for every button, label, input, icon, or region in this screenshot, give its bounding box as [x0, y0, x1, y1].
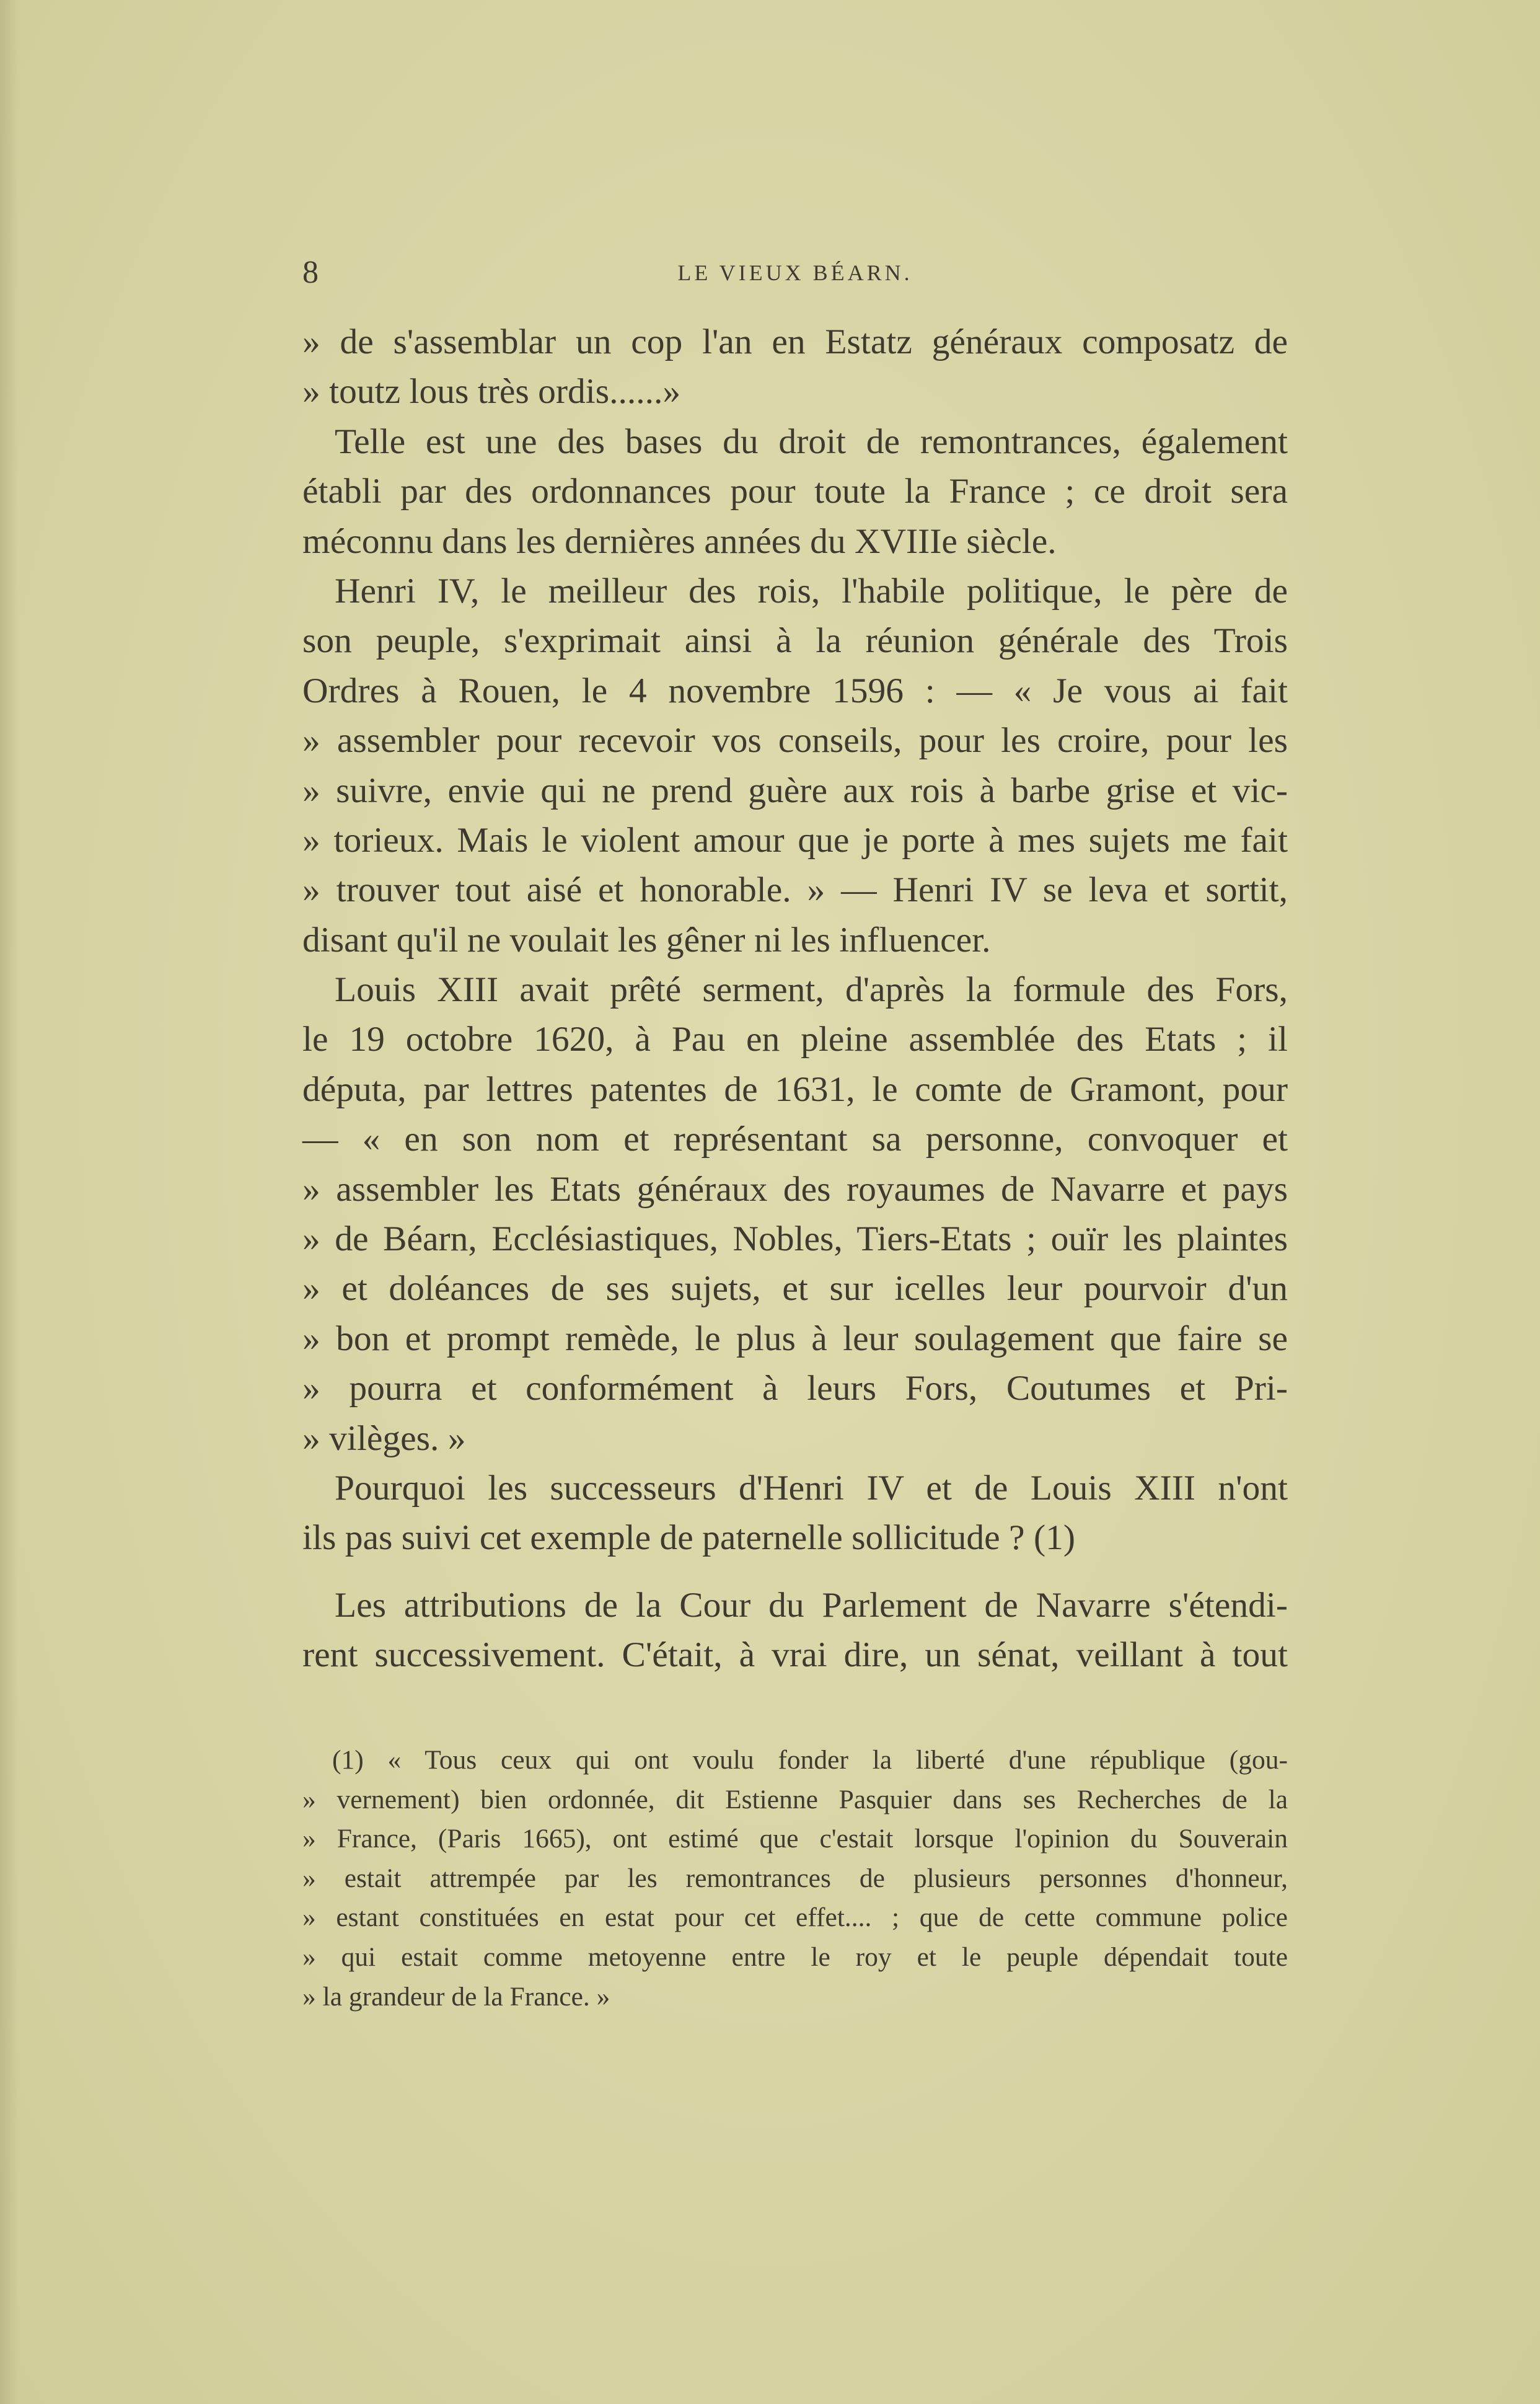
text-line: » pourra et conformément à leurs Fors, Coutumes et Pri-: [302, 1369, 1288, 1408]
text-line: Les attributions de la Cour du Parlement de Navarre s'étendi-: [335, 1585, 1288, 1625]
text-line: le 19 octobre 1620, à Pau en pleine assemblée des Etats ; il: [302, 1020, 1288, 1059]
page-header: [302, 251, 1288, 294]
text-line: disant qu'il ne voulait les gêner ni les influencer.: [302, 920, 991, 960]
text-line: ils pas suivi cet exemple de paternelle sollicitude ? (1): [302, 1518, 1076, 1558]
text-line: Ordres à Rouen, le 4 novembre 1596 : — « Je vous ai fait: [302, 671, 1288, 710]
footnote-line: » estait attrempée par les remontrances de plusieurs personnes d'honneur,: [302, 1863, 1288, 1893]
paragraph-gap: [302, 1563, 1288, 1581]
footnote-line: » la grandeur de la France. »: [302, 1981, 610, 2012]
text-line: » vilèges. »: [302, 1418, 466, 1458]
text-line: » de s'assemblar un cop l'an en Estatz généraux composatz de: [302, 322, 1288, 361]
footnote-line: (1) « Tous ceux qui ont voulu fonder la liberté d'une république (gou-: [332, 1745, 1288, 1775]
text-line: Pourquoi les successeurs d'Henri IV et de Louis XIII n'ont: [335, 1468, 1288, 1508]
text-line: » et doléances de ses sujets, et sur icelles leur pourvoir d'un: [302, 1269, 1288, 1309]
page-edge-shadow: [0, 0, 19, 2404]
footnote-line: » vernement) bien ordonnée, dit Estienne Pasquier dans ses Recherches de la: [302, 1784, 1288, 1814]
text-line: méconnu dans les dernières années du XVIIIe siècle.: [302, 521, 1057, 561]
text-line: » de Béarn, Ecclésiastiques, Nobles, Tiers-Etats ; ouïr les plaintes: [302, 1219, 1288, 1259]
text-line: » suivre, envie qui ne prend guère aux rois à barbe grise et vic-: [302, 771, 1288, 810]
text-line: Louis XIII avait prêté serment, d'après la formule des Fors,: [335, 970, 1288, 1010]
text-line: Telle est une des bases du droit de remontrances, également: [335, 422, 1288, 461]
footnote-line: » estant constituées en estat pour cet effet.... ; que de cette commune police: [302, 1902, 1288, 1933]
text-line: députa, par lettres patentes de 1631, le comte de Gramont, pour: [302, 1069, 1288, 1109]
text-line: » assembler pour recevoir vos conseils, pour les croire, pour les: [302, 721, 1288, 761]
text-line: » bon et prompt remède, le plus à leur soulagement que faire se: [302, 1319, 1288, 1358]
footnote-line: » qui estait comme metoyenne entre le roy et le peuple dépendait toute: [302, 1942, 1288, 1972]
text-line: établi par des ordonnances pour toute la France ; ce droit sera: [302, 472, 1288, 511]
main-text-block: [302, 317, 1288, 1681]
text-line: » torieux. Mais le violent amour que je porte à mes sujets me fait: [302, 820, 1288, 860]
text-line: rent successivement. C'était, à vrai dire, un sénat, veillant à tout: [302, 1635, 1288, 1675]
text-line: » toutz lous très ordis......»: [302, 372, 681, 412]
page-number: 8: [302, 255, 319, 290]
text-line: son peuple, s'exprimait ainsi à la réunion générale des Trois: [302, 621, 1288, 661]
footnote-block: [302, 1741, 1288, 2017]
text-line: Henri IV, le meilleur des rois, l'habile politique, le père de: [335, 571, 1288, 611]
footnote-line: » France, (Paris 1665), ont estimé que c'estait lorsque l'opinion du Souverain: [302, 1824, 1288, 1854]
text-line: — « en son nom et représentant sa personne, convoquer et: [302, 1120, 1288, 1159]
text-line: » trouver tout aisé et honorable. » — Henri IV se leva et sortit,: [302, 870, 1288, 910]
running-title: LE VIEUX BÉARN.: [677, 260, 913, 285]
text-line: » assembler les Etats généraux des royaumes de Navarre et pays: [302, 1169, 1288, 1209]
